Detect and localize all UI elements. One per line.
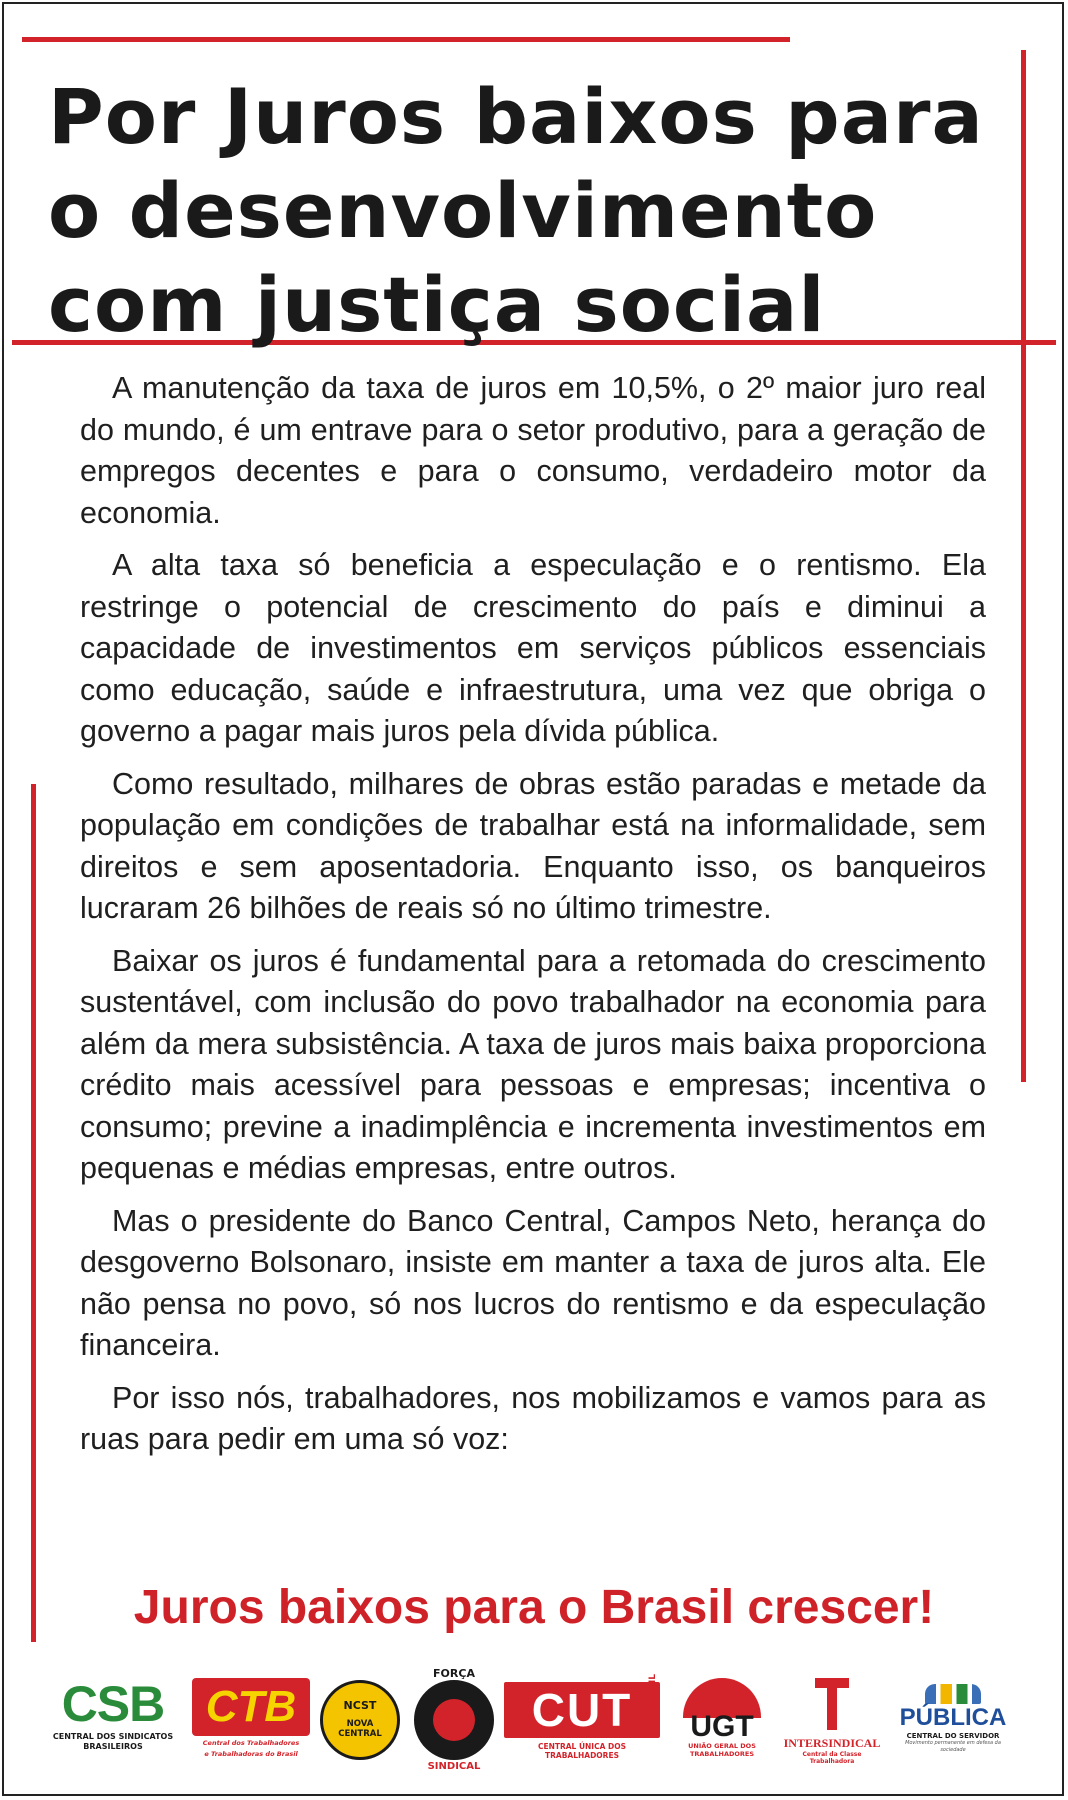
cut-logo-country: BRASIL — [648, 1674, 658, 1711]
ugt-logo-subtitle: TRABALHADORES — [689, 1750, 755, 1758]
ugt-logo-name: UGT — [690, 1710, 754, 1743]
publica-logo-figures — [925, 1684, 981, 1704]
headline — [48, 70, 1008, 352]
left-red-vertical-rule — [31, 784, 36, 1642]
forca-sindical-logo — [412, 1667, 496, 1772]
csb-logo-name: CSB — [61, 1676, 165, 1732]
ctb-logo-subtitle: Central dos Trabalhadores — [202, 1739, 300, 1747]
forca-sindical-logo-top: FORÇA — [433, 1667, 475, 1680]
right-red-vertical-rule — [1021, 50, 1026, 1082]
cut-logo-subtitle: CENTRAL ÚNICA DOS TRABALHADORES — [537, 1742, 627, 1760]
publica-logo-name: PÚBLICA — [899, 1704, 1007, 1731]
paragraph: A manutenção da taxa de juros em 10,5%, o 2º maior juro real do mundo, é um entrave para o setor produtivo, para a geração de empregos decentes e para o consumo, verdadeiro motor da economia. — [80, 371, 986, 530]
ugt-logo-subtitle: UNIÃO GERAL DOS — [688, 1742, 756, 1750]
ctb-logo-subtitle: e Trabalhadoras do Brasil — [204, 1750, 298, 1758]
paragraph: Mas o presidente do Banco Central, Campos Neto, herança do desgoverno Bolsonaro, insiste em manter a taxa de juros alta. Ele não pensa no povo, só nos lucros do rentismo e da especulação financeira. — [80, 1203, 986, 1362]
csb-logo-subtitle: CENTRAL DOS SINDICATOS — [52, 1732, 174, 1741]
cut-logo-badge — [504, 1682, 660, 1738]
csb-logo-subtitle: BRASILEIROS — [83, 1742, 143, 1751]
intersindical-logo — [782, 1672, 882, 1772]
intersindical-logo-name: INTERSINDICAL — [783, 1736, 881, 1750]
paragraph: Por isso nós, trabalhadores, nos mobilizamos e vamos para as ruas para pedir em uma só voz: — [80, 1380, 986, 1456]
ctb-logo — [192, 1672, 310, 1772]
ncst-logo-circle — [320, 1680, 400, 1760]
headline-line: o desenvolvimento — [48, 166, 878, 255]
ncst-logo — [318, 1672, 402, 1772]
ncst-logo-sub1: NOVA — [346, 1719, 374, 1729]
ctb-logo-name: CTB — [205, 1682, 297, 1731]
ctb-logo-badge — [192, 1678, 310, 1736]
union-logos — [52, 1667, 1012, 1772]
publica-logo-subtitle: CENTRAL DO SERVIDOR — [906, 1732, 1000, 1740]
intersindical-mark-stem — [827, 1688, 837, 1730]
forca-sindical-logo-bottom: SINDICAL — [427, 1761, 481, 1772]
top-red-rule — [22, 37, 790, 42]
paragraph: Baixar os juros é fundamental para a retomada do crescimento sustentável, com inclusão do povo trabalhador na economia para além da mera subsistência. A taxa de juros mais baixa proporciona crédito mais acessível para pessoas e empresas; incentiva o consumo; previne a inadimplência e incrementa investimentos em pequenas e médias empresas, entre outros. — [80, 943, 986, 1185]
slogan: Juros baixos para o Brasil crescer! — [133, 1581, 935, 1634]
ugt-logo — [676, 1672, 768, 1772]
ncst-logo-subtitle — [323, 1719, 397, 1739]
headline-line: com justiça social — [48, 260, 826, 349]
intersindical-logo-subtitle: Central da Classe Trabalhadora — [802, 1751, 862, 1765]
forca-sindical-logo-emblem — [433, 1699, 475, 1741]
cut-logo-name: CUT — [531, 1684, 633, 1736]
publica-logo — [898, 1672, 1008, 1772]
publica-logo-tagline: Movimento permanente em defesa da sociedade — [905, 1740, 1001, 1753]
intersindical-mark-top — [815, 1678, 849, 1688]
body-text — [80, 368, 986, 1472]
csb-logo — [52, 1672, 174, 1772]
headline-line: Por Juros baixos para — [48, 72, 984, 161]
intersindical-logo-mark — [815, 1678, 849, 1730]
paragraph: A alta taxa só beneficia a especulação e o rentismo. Ela restringe o potencial de crescimento do país e diminui a capacidade de investimentos em serviços públicos essenciais como educação, saúde e infraestrutura, uma vez que obriga o governo a pagar mais juros pela dívida pública. — [80, 548, 986, 748]
cut-logo — [504, 1672, 660, 1772]
paragraph: Como resultado, milhares de obras estão paradas e metade da população em condições de trabalhar está na informalidade, sem direitos e sem aposentadoria. Enquanto isso, os banqueiros lucraram 26 bilhões de reais só no último trimestre. — [80, 766, 986, 925]
forca-sindical-logo-circle — [414, 1667, 494, 1772]
ncst-logo-name: NCST — [343, 1699, 377, 1712]
ncst-logo-sub2: CENTRAL — [338, 1729, 382, 1739]
